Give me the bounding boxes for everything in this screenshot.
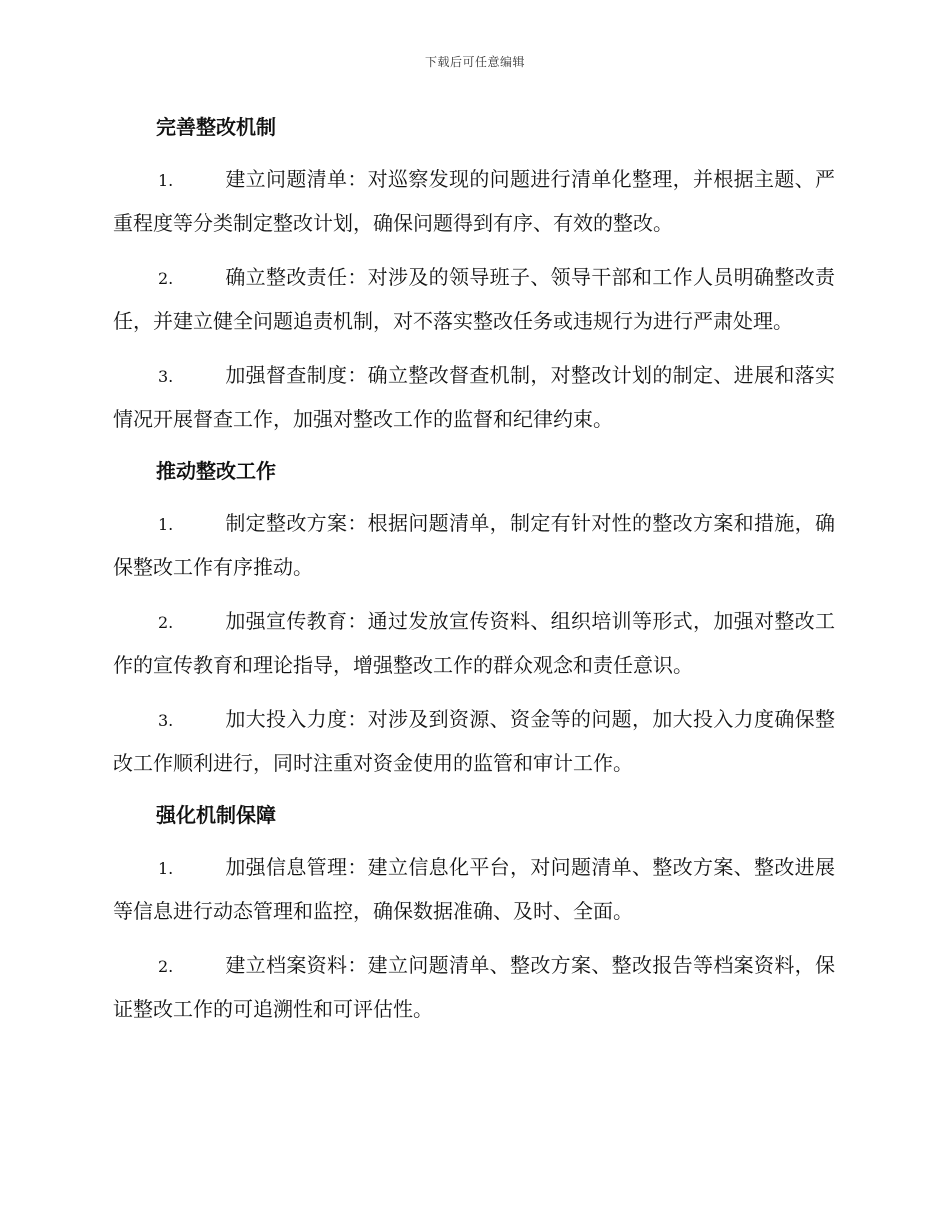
item-text: 建立问题清单：对巡察发现的问题进行清单化整理，并根据主题、严重程度等分类制定整改计划，确保问题得到有序、有效的整改。: [113, 167, 835, 235]
item-number: 3.: [158, 367, 174, 386]
item-text: 加强信息管理：建立信息化平台，对问题清单、整改方案、整改进展等信息进行动态管理和监控，确保数据准确、及时、全面。: [113, 855, 835, 923]
section-strengthen-guarantee: [113, 796, 835, 1030]
item-number: 2.: [158, 269, 174, 288]
document-body: [113, 108, 835, 1042]
item-number: 2.: [158, 613, 174, 632]
item-number: 1.: [158, 515, 174, 534]
list-item: [113, 600, 835, 686]
list-item: [113, 944, 835, 1030]
section-title: 推动整改工作: [156, 459, 276, 483]
list-item: [113, 698, 835, 784]
item-text: 建立档案资料：建立问题清单、整改方案、整改报告等档案资料，保证整改工作的可追溯性和可评估性。: [113, 953, 835, 1021]
list-item: [113, 158, 835, 244]
page-header: 下载后可任意编辑: [424, 55, 525, 69]
section-title: 完善整改机制: [156, 115, 276, 139]
list-item: [113, 502, 835, 588]
item-number: 1.: [158, 859, 174, 878]
item-text: 加强督查制度：确立整改督查机制，对整改计划的制定、进展和落实情况开展督查工作，加强对整改工作的监督和纪律约束。: [113, 363, 835, 431]
section-promote-rectification: [113, 452, 835, 784]
list-item: [113, 256, 835, 342]
item-number: 1.: [158, 171, 174, 190]
list-item: [113, 846, 835, 932]
item-text: 制定整改方案：根据问题清单，制定有针对性的整改方案和措施，确保整改工作有序推动。: [113, 511, 835, 579]
item-text: 加大投入力度：对涉及到资源、资金等的问题，加大投入力度确保整改工作顺利进行，同时注重对资金使用的监管和审计工作。: [113, 707, 835, 775]
list-item: [113, 354, 835, 440]
section-improve-mechanism: [113, 108, 835, 440]
section-title: 强化机制保障: [156, 803, 276, 827]
item-text: 加强宣传教育：通过发放宣传资料、组织培训等形式，加强对整改工作的宣传教育和理论指导，增强整改工作的群众观念和责任意识。: [113, 609, 835, 677]
item-number: 2.: [158, 957, 174, 976]
item-text: 确立整改责任：对涉及的领导班子、领导干部和工作人员明确整改责任，并建立健全问题追责机制，对不落实整改任务或违规行为进行严肃处理。: [113, 265, 835, 333]
item-number: 3.: [158, 711, 174, 730]
